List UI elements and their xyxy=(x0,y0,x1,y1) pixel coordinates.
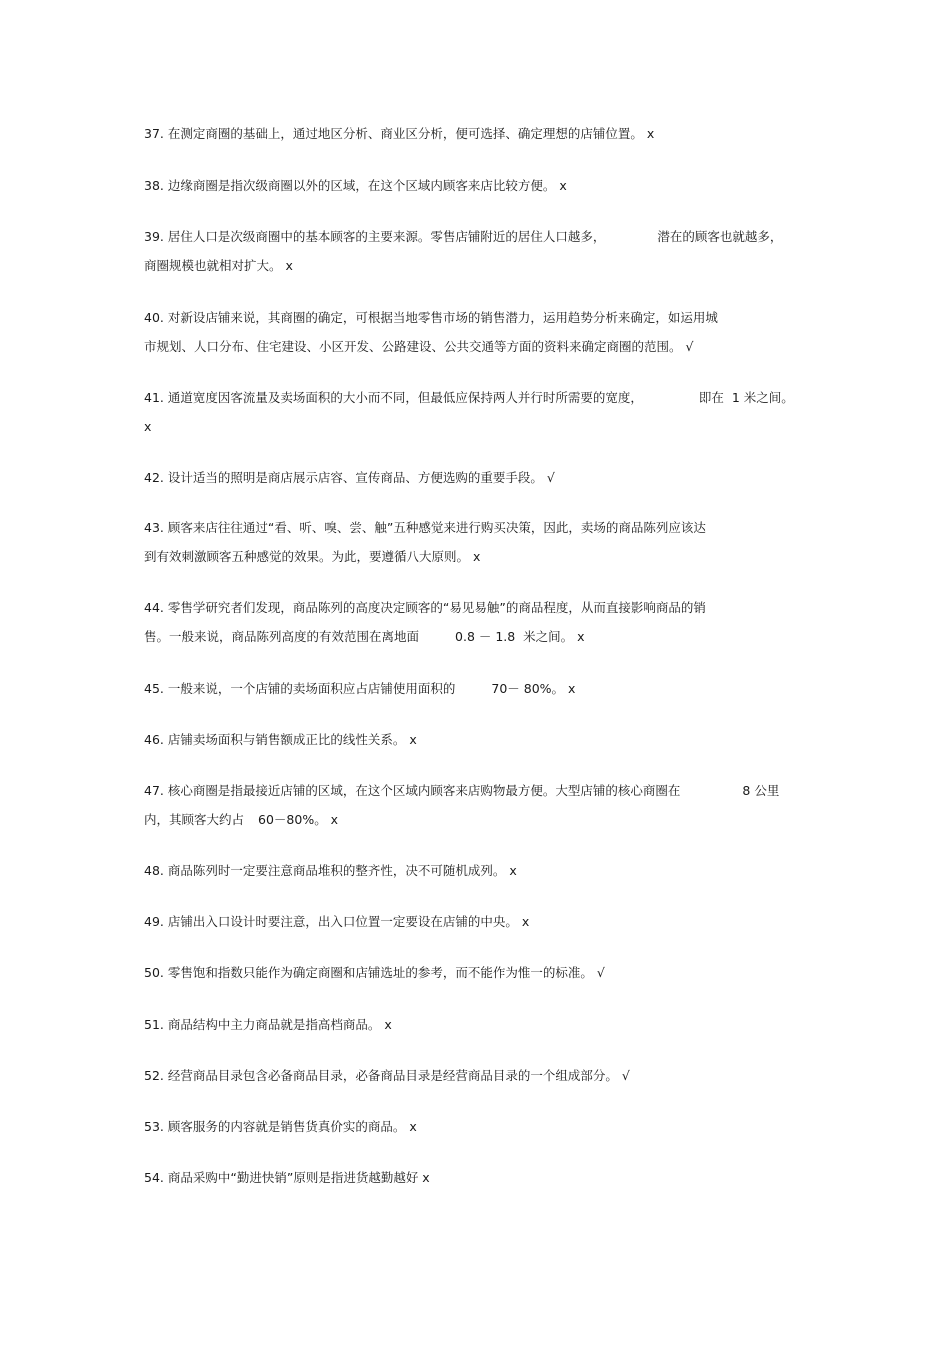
item-40-line-2 xyxy=(144,339,693,355)
item-text: 内，其顾客大约占 xyxy=(144,812,245,827)
item-text: 店铺出入口设计时要注意，出入口位置一定要设在店铺的中央。 x xyxy=(167,914,530,929)
item-51-line-1 xyxy=(144,1017,392,1033)
item-40-line-1 xyxy=(144,310,718,326)
item-49-line-1 xyxy=(144,914,529,930)
item-43-line-2 xyxy=(144,549,480,565)
item-text: 60－80%。 x xyxy=(258,812,339,827)
item-52-line-1 xyxy=(144,1068,630,1084)
item-42-line-1 xyxy=(144,470,555,486)
item-number: 49. xyxy=(144,914,164,929)
item-number: 54. xyxy=(144,1170,164,1185)
item-text: 经营商品目录包含必备商品目录，必备商品目录是经营商品目录的一个组成部分。 √ xyxy=(167,1068,630,1083)
item-44-line-1 xyxy=(144,600,706,616)
item-text: 市规划、人口分布、住宅建设、小区开发、公路建设、公共交通等方面的资料来确定商圈的范围。 √ xyxy=(144,339,694,354)
item-47-line-2 xyxy=(144,812,338,828)
item-text: 核心商圈是指最接近店铺的区域，在这个区域内顾客来店购物最方便。大型店铺的核心商圈在 xyxy=(167,783,681,798)
item-number: 47. xyxy=(144,783,164,798)
item-text: 顾客服务的内容就是销售货真价实的商品。 x xyxy=(167,1119,417,1134)
item-text: 顾客来店往往通过“看、听、嗅、尝、触”五种感觉来进行购买决策，因此，卖场的商品陈列应该达 xyxy=(167,520,706,535)
item-number: 41. xyxy=(144,390,164,405)
item-47-line-1 xyxy=(144,783,779,799)
item-text: 通道宽度因客流量及卖场面积的大小而不同，但最低应保持两人并行时所需要的宽度， xyxy=(167,390,643,405)
item-text: 到有效刺激顾客五种感觉的效果。为此，要遵循八大原则。 x xyxy=(144,549,481,564)
item-number: 52. xyxy=(144,1068,164,1083)
item-43-line-1 xyxy=(144,520,706,536)
item-number: 51. xyxy=(144,1017,164,1032)
item-number: 38. xyxy=(144,178,164,193)
item-number: 53. xyxy=(144,1119,164,1134)
item-number: 37. xyxy=(144,126,164,141)
item-text: 一般来说，一个店铺的卖场面积应占店铺使用面积的 xyxy=(167,681,456,696)
item-38-line-1 xyxy=(144,178,567,194)
item-46-line-1 xyxy=(144,732,417,748)
item-41-line-2 xyxy=(144,419,151,435)
item-45-line-1 xyxy=(144,681,575,697)
item-54-line-1 xyxy=(144,1170,430,1186)
item-number: 42. xyxy=(144,470,164,485)
item-text: 0.8 － 1.8 米之间。 x xyxy=(455,629,585,644)
item-text: 设计适当的照明是商店展示店容、宣传商品、方便选购的重要手段。 √ xyxy=(167,470,555,485)
item-37-line-1 xyxy=(144,126,654,142)
item-text: 潜在的顾客也就越多， xyxy=(657,229,783,244)
item-number: 45. xyxy=(144,681,164,696)
item-text: 在测定商圈的基础上，通过地区分析、商业区分析，便可选择、确定理想的店铺位置。 x xyxy=(167,126,655,141)
item-text: 商圈规模也就相对扩大。 x xyxy=(144,258,293,273)
item-number: 46. xyxy=(144,732,164,747)
item-39-line-1 xyxy=(144,229,782,245)
item-text: 即在 1 米之间。 xyxy=(698,390,794,405)
item-number: 43. xyxy=(144,520,164,535)
item-number: 48. xyxy=(144,863,164,878)
item-39-line-2 xyxy=(144,258,293,274)
item-text: 商品结构中主力商品就是指高档商品。 x xyxy=(167,1017,392,1032)
item-number: 39. xyxy=(144,229,164,244)
item-number: 50. xyxy=(144,965,164,980)
item-text: 70－ 80%。 x xyxy=(491,681,576,696)
item-text: 店铺卖场面积与销售额成正比的线性关系。 x xyxy=(167,732,417,747)
item-text: 对新设店铺来说，其商圈的确定，可根据当地零售市场的销售潜力，运用趋势分析来确定，如运用城 xyxy=(167,310,718,325)
item-text: 零售饱和指数只能作为确定商圈和店铺选址的参考，而不能作为惟一的标准。 √ xyxy=(167,965,605,980)
item-text: 边缘商圈是指次级商圈以外的区域，在这个区域内顾客来店比较方便。 x xyxy=(167,178,567,193)
item-number: 40. xyxy=(144,310,164,325)
item-53-line-1 xyxy=(144,1119,417,1135)
item-50-line-1 xyxy=(144,965,605,981)
item-48-line-1 xyxy=(144,863,517,879)
item-text: 零售学研究者们发现，商品陈列的高度决定顾客的“易见易触”的商品程度，从而直接影响商品的销 xyxy=(167,600,706,615)
item-number: 44. xyxy=(144,600,164,615)
item-41-line-1 xyxy=(144,390,794,406)
item-text: 8 公里 xyxy=(742,783,780,798)
item-text: x xyxy=(144,419,152,434)
item-text: 商品采购中“勤进快销”原则是指进货越勤越好 x xyxy=(167,1170,430,1185)
item-text: 商品陈列时一定要注意商品堆积的整齐性，决不可随机成列。 x xyxy=(167,863,517,878)
item-text: 居住人口是次级商圈中的基本顾客的主要来源。零售店铺附近的居住人口越多， xyxy=(167,229,606,244)
item-text: 售。一般来说，商品陈列高度的有效范围在离地面 xyxy=(144,629,420,644)
item-44-line-2 xyxy=(144,629,585,645)
